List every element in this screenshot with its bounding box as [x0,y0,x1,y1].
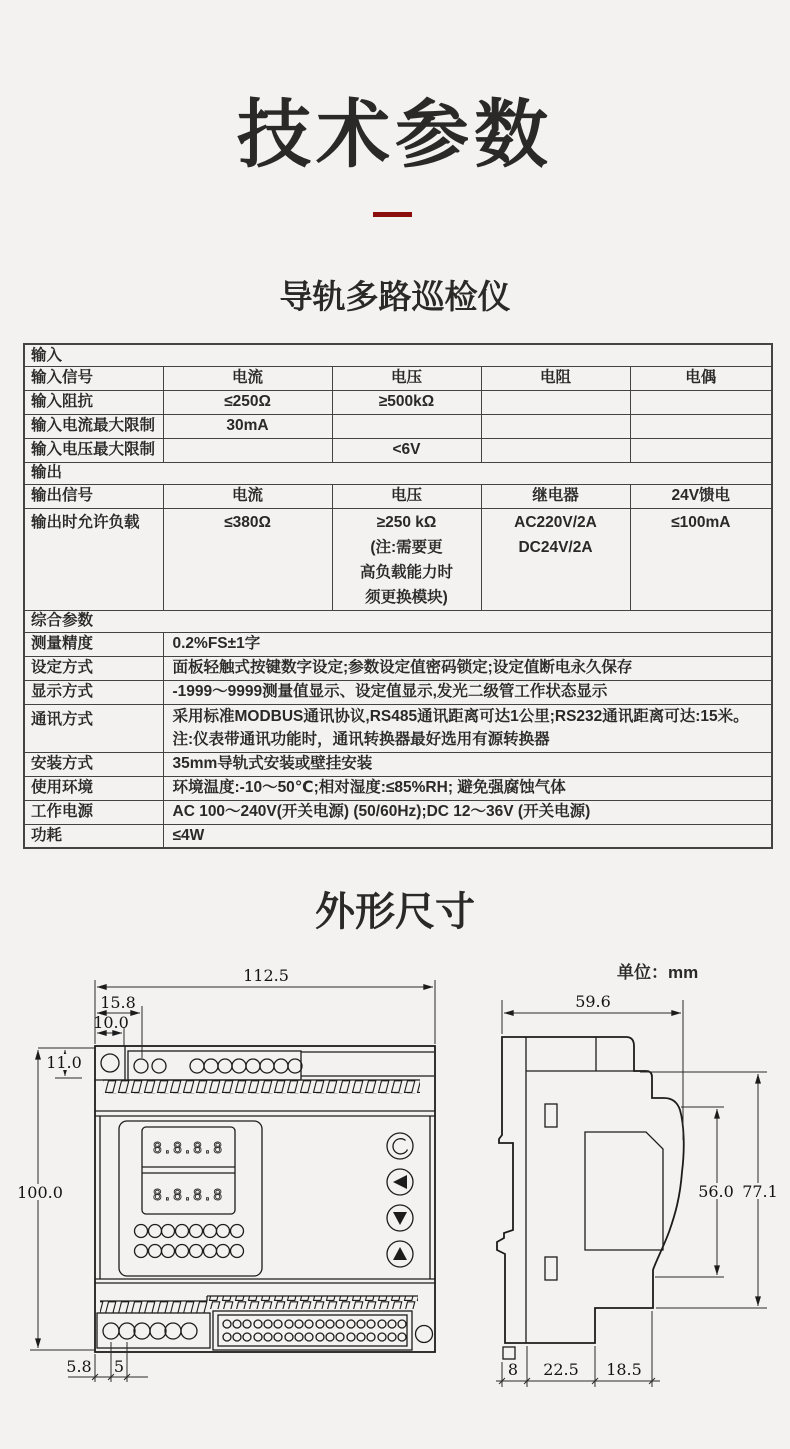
cell-line: AC220V/2A [514,513,597,531]
cell [630,390,772,414]
row-label: 输入电压最大限制 [24,438,163,462]
bottom-terminal-block [97,1313,210,1348]
cell-line: ≥250 kΩ [376,513,437,531]
cell: <6V [332,438,481,462]
dim-height: 100.0 [17,1183,63,1202]
cell [332,508,481,610]
cell: 35mm导轨式安装或壁挂安装 [163,752,772,776]
cell [481,508,630,610]
mounting-hole [101,1054,119,1072]
cell [332,414,481,438]
front-view-drawing [95,1046,435,1352]
cell: 继电器 [481,484,630,508]
row-label: 输出信号 [24,484,163,508]
section-label-general: 综合参数 [24,610,772,632]
dim-front-depth: 56.0 [698,1182,734,1201]
dim-edge-gap: 5.8 [66,1357,92,1376]
top-terminal-block [128,1051,301,1080]
spec-table [23,343,773,849]
clip-slot-upper [545,1104,557,1127]
cell: 面板轻触式按键数字设定;参数设定值密码锁定;设定值断电永久保存 [163,656,772,680]
row-label: 输入电流最大限制 [24,414,163,438]
cycle-button [387,1133,413,1159]
cell: ≤100mA [630,508,772,610]
side-view-dimensions [496,992,781,1387]
table-row [24,632,772,656]
front-panel-buttons [387,1133,413,1267]
row-label: 输出时允许负载 [24,508,163,610]
cell: -1999～9999测量值显示、设定值显示,发光二级管工作状态显示 [163,680,772,704]
dim-width-top: 112.5 [243,966,289,985]
cell-line: 采用标准MODBUS通讯协议,RS485通讯距离可达1公里;RS232通讯距离可达:15米。 [172,708,749,725]
dim-total-height: 77.1 [742,1182,778,1201]
row-label: 输入信号 [24,366,163,390]
section-label-input: 输入 [24,344,772,366]
clip-slot-lower [545,1257,557,1280]
cell: 0.2%FS±1字 [163,632,772,656]
cell: ≥500kΩ [332,390,481,414]
side-window [585,1132,663,1250]
cell-line: 高负载能力时 [359,563,453,581]
table-row [24,366,772,390]
section-label-output: 输出 [24,462,772,484]
cell [630,414,772,438]
table-row [24,824,772,848]
accent-dash [373,212,412,217]
dim-step-a: 22.5 [543,1360,579,1379]
table-row [24,508,772,610]
row-label: 通讯方式 [24,704,163,752]
cell-line: 须更换模块) [365,588,448,606]
row-label: 设定方式 [24,656,163,680]
bottom-right-hole [416,1326,433,1343]
vent-serration-top [103,1080,420,1094]
cell: 30mA [163,414,332,438]
table-row [24,414,772,438]
dim-square-offset: 10.0 [93,1013,129,1032]
cell [481,414,630,438]
cell-line: DC24V/2A [518,538,593,556]
dimension-drawings [0,950,790,1420]
dim-terminal-offset: 15.8 [100,993,136,1012]
cell [481,438,630,462]
row-label: 测量精度 [24,632,163,656]
dim-step-b: 18.5 [606,1360,642,1379]
cell: 24V馈电 [630,484,772,508]
table-row [24,610,772,632]
cell [163,438,332,462]
din-clip-foot [503,1347,515,1359]
cell: ≤250Ω [163,390,332,414]
table-row [24,704,772,752]
down-arrow-icon [393,1212,407,1225]
row-label: 功耗 [24,824,163,848]
cell: 电压 [332,366,481,390]
row-label: 安装方式 [24,752,163,776]
seven-segment-display-row1: 8.8.8.8 [152,1139,224,1157]
dim-strip-height: 11.0 [46,1053,82,1072]
table-row [24,752,772,776]
side-view-drawing [497,1037,684,1359]
cell: 电偶 [630,366,772,390]
cell: ≤380Ω [163,508,332,610]
cell: AC 100～240V(开关电源) (50/60Hz);DC 12～36V (开关电源) [163,800,772,824]
cell [630,438,772,462]
table-row [24,462,772,484]
cell: 电阻 [481,366,630,390]
cell [481,390,630,414]
cell: 电流 [163,366,332,390]
table-row [24,484,772,508]
cell [163,704,772,752]
cell: 电压 [332,484,481,508]
seven-segment-display-row2: 8.8.8.8 [152,1186,224,1204]
table-row [24,776,772,800]
up-arrow-icon [393,1247,407,1260]
table-row [24,438,772,462]
dim-clip-width: 8 [507,1360,519,1379]
page-title: 技术参数 [237,93,553,176]
cell: ≤4W [163,824,772,848]
dim-depth: 59.6 [575,992,611,1011]
table-row [24,800,772,824]
table-row [24,390,772,414]
dim-hole-pitch: 5 [113,1357,125,1376]
unit-label: 单位：mm [617,963,699,982]
table-row [24,656,772,680]
dimensions-heading: 外形尺寸 [315,890,475,934]
cell: 电流 [163,484,332,508]
table-row [24,680,772,704]
cell: 环境温度:-10～50℃;相对湿度:≤85%RH; 避免强腐蚀气体 [163,776,772,800]
row-label: 工作电源 [24,800,163,824]
bottom-connector [213,1311,412,1350]
product-subtitle: 导轨多路巡检仪 [279,278,511,315]
cell-line: 注:仪表带通讯功能时，通讯转换器最好选用有源转换器 [172,731,550,748]
row-label: 输入阻抗 [24,390,163,414]
cycle-icon [393,1139,407,1154]
cell-line: (注:需要更 [370,538,443,556]
row-label: 使用环境 [24,776,163,800]
led-indicator-rows [135,1225,244,1258]
row-label: 显示方式 [24,680,163,704]
table-row [24,344,772,366]
left-arrow-icon [393,1175,407,1189]
